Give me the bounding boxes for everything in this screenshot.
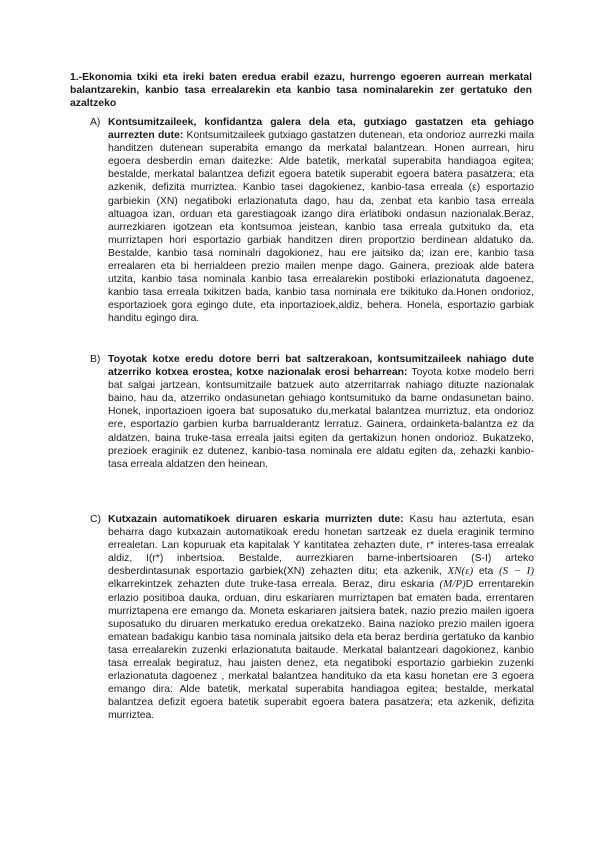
item-text: eta	[473, 566, 500, 578]
item-lead: Kutxazain automatikoek diruaren eskaria murrizten dute:	[108, 514, 404, 525]
item-marker: B)	[90, 354, 101, 365]
item-text: Kontsumitzaileek gutxiago gastatzen dutenean, eta ondorioz aurrezki maila handitzen dutenean superabita emango da merkatal balantzean. Honen aurrean, hiru egoera desberdin eman daitezke: Alde batetik, merkatal superabita handiagoa egitea; bestalde, merkatal balantzea defizit egoera batetik superabit egoera batera pasatzera; eta azkenik, defizita murriztea. Kanbio tasei dagokienez, kanbio-tasa erreala (ε) esportazio garbiekin (XN) negatiboki erlazionatuta dago, hau da, zenbat eta kanbio tasa erreala altuagoa izan, orduan eta garestiagoak izango dira erlatiboki ondasun nazionalak.Beraz, aurrezkiaren igotzean eta kontsumoa jeistean, kanbio tasa erreala gutxituko da, eta murriztapen hori esportazio garbiak handitzen diren proportzio berdinean aldatuko da. Bestalde, kanbio tasa nominalri dagokionez, hau ere jaitsiko da; izan ere, kanbio tasa errealaren eta bi herrialdeen prezio mailen menpe dago. Gainera, prezioak alde batera utzita, kanbio tasa nominala kanbio tasa errealarekin postiboki erlazionatuta dagoenez, kanbio tasa erreala txikitzen bada, kanbio tasa nominala ere txikituko da.Honen ondorioz, esportazioek gora egingo dute, eta inportazioek,aldiz, behera. Honela, esportazio garbiak handitu egingo dira.	[108, 130, 535, 325]
item-lead: Kontsumitzaileek, konfidantza galera dela eta, gutxiago gastatzen eta gehiago aurrezten dute:	[108, 117, 534, 142]
item-body	[108, 353, 534, 471]
formula-xn: XN(ε)	[447, 565, 474, 578]
item-text: Kasu hau aztertuta, esan beharra dago kutxazain automatikoak eredu honetan sartzeak ez duela eraginik termino errealetan. Lan kopuruak eta kapitalak Y kantitatea zehazten dute, r* interes-tasa errealak aldiz, I(r*) inbertsioa. Bestalde, aurrezkiaren barne-inbertsioaren (S-I) arteko desberdintasunak esportazio garbiek(XN) zehazten ditu; eta azkenik,	[108, 514, 535, 578]
item-text: Toyota kotxe modelo berri bat salgai jartzean, kontsumitzaile batzuek auto atzerritarrak nahiago dituzte nazionalak baino, hau da, atzerriko ondasunetan gehiago kontsumituko da barne ondasunetan baino. Honek, inportazioen igoera bat suposatuko du,merkatal balantzea murriztuz, eta ondorioz ere, esportazio garbien kurba barrualderantz lerratuz. Gainera, ordainketa-balantza ez da aldatzen, baina truke-tasa erreala jaitsi egiten da gertakizun honen ondorioz. Bukatzeko, prezioek eraginik ez dutenez, kanbio-tasa nominala ere aldatu egiten da, zehazki kanbio-tasa erreala aldatzen den heinean.	[108, 367, 534, 470]
question-heading: 1.-Ekonomia txiki eta ireki baten eredua erabil ezazu, hurrengo egoeren aurrean merkatal balantzarekin, kanbio tasa errealarekin eta kanbio tasa nominalarekin zer gertatuko den azaltzeko	[70, 72, 532, 110]
item-body	[108, 513, 534, 723]
item-marker: A)	[90, 117, 101, 128]
item-text: D errentarekin erlazio positiboa dauka, orduan, diru eskariaren murriztapen bat ematen bada, errentaren murriztapena ere emango da. Moneta eskariaren jaitsiera batek, nazio prezio mailen igoera suposatuko du diruaren merkatuko eredua orekatzeko. Baina nazioko prezio mailen igoera ematean badakigu kanbio tasa nominala jaitsiko dela eta beraz berdina gertatuko da kanbio tasa errealarekin zuzenki erlazionatuta baitaude. Merkatal balantzeari dagokionez, kanbio tasa errealak begiratuz, hau jaisten denez, eta negatiboki esportazio garbiekin zuzenki erlazionatuta dagoenez , merkatal balantzea handituko da eta kasu honetan ere 3 egoera emango dira: Alde batetik, merkatal superabita handiagoa egitea; bestalde, merkatal balantzea defizit egoera batetik superabit egoera batera pasatzera; eta azkenik, defizita murriztea.	[108, 579, 534, 722]
item-lead: Toyotak kotxe eredu dotore berri bat saltzerakoan, kontsumitzaileek nahiago dute atzerriko kotxea erostea, kotxe nazionalak erosi beharrean:	[108, 354, 534, 379]
item-text: elkarrekintzek zehazten dute truke-tasa erreala. Beraz, diru eskaria	[108, 579, 440, 591]
item-marker: C)	[90, 514, 101, 525]
item-body	[108, 116, 534, 326]
formula-s-minus-i: (S − I)	[499, 565, 535, 578]
formula-money-demand: (M/P)	[439, 578, 466, 591]
